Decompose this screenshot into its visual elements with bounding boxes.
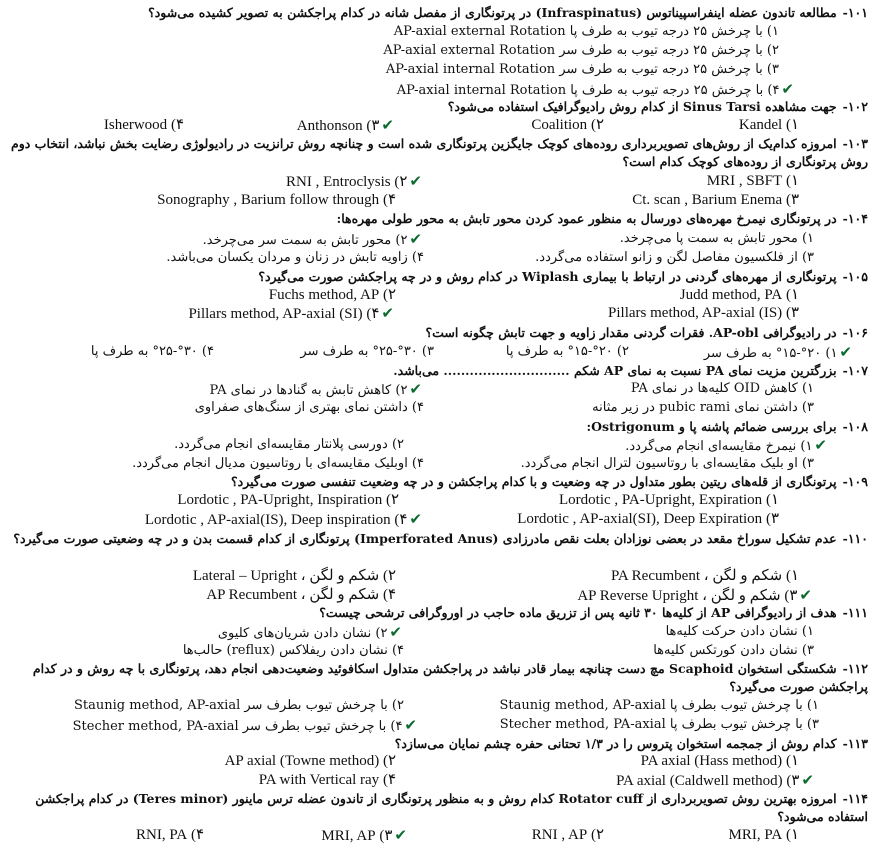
question-number: ۱۰۵- xyxy=(842,269,868,284)
option-107-1[interactable]: ۱) کاهش OID کلیه‌ها در نمای PA xyxy=(630,381,814,396)
question-text: امروزه کدام‌یک از روش‌های تصویربرداری روده‌های کوچک جایگزین پرتونگاری شده است و چنانچه روش ترانزیت در رادیولوژی رضایت بخش نباشد، انتخاب دوم روش پرتونگاری از روده‌های کوچک کدام است؟ xyxy=(10,136,868,169)
option-text: ۱) نیمرخ مقایسه‌ای انجام می‌گردد. xyxy=(625,439,813,454)
option-text: ۴) Pillars method, AP-axial (SI) xyxy=(188,306,380,322)
question-107 xyxy=(8,362,868,380)
question-108 xyxy=(8,418,868,436)
option-101-3[interactable]: ۳) با چرخش ۲۵ درجه تیوب به طرف سر AP-axial internal Rotation xyxy=(385,62,779,77)
option-text: ۳) Anthonson xyxy=(296,118,380,134)
option-106-4[interactable]: ۴) °۳۰-°۲۵ به طرف پا xyxy=(90,344,214,359)
correct-check-icon: ✔ xyxy=(409,230,422,248)
option-113-3[interactable] xyxy=(616,771,816,790)
option-114-1[interactable]: ۱) MRI, PA xyxy=(728,827,799,843)
option-110-1[interactable]: ۱) شکم و لگن ، PA Recumbent xyxy=(610,568,799,584)
option-108-1[interactable] xyxy=(625,436,829,456)
option-text: ۴) با چرخش تیوب بطرف سر Stecher method, PA-axial xyxy=(72,719,403,734)
option-text: ۴) Lordotic , AP-axial(IS), Deep inspiration xyxy=(144,512,408,528)
option-103-1[interactable]: ۱) MRI , SBFT xyxy=(706,173,799,189)
correct-check-icon: ✔ xyxy=(409,380,422,398)
correct-check-icon: ✔ xyxy=(394,826,407,843)
option-104-4[interactable]: ۴) زاویه تابش در زنان و مردان یکسان می‌باشد. xyxy=(166,250,424,265)
question-105 xyxy=(8,268,868,286)
option-102-2[interactable]: ۲) Coalition xyxy=(531,117,604,133)
option-text: ۲) کاهش تابش به گنادها در نمای PA xyxy=(209,383,408,398)
option-112-3[interactable]: ۳) با چرخش تیوب بطرف پا Stecher method, PA-axial xyxy=(499,717,819,732)
option-text: ۱) °۲۰-°۱۵ به طرف سر xyxy=(703,346,838,361)
question-text: عدم تشکیل سوراخ مقعد در بعضی نوزادان بعلت نقص مادرزادی (Imperforated Anus) پرتونگاری از کدام قسمت بدن و در چه وضعیتی صورت می‌گیرد؟ xyxy=(13,531,837,546)
question-text: کدام روش از جمجمه استخوان پتروس را در ۱/۳ تحتانی حفره چشم نمایان می‌سازد؟ xyxy=(394,736,837,751)
question-113 xyxy=(8,735,868,753)
correct-check-icon: ✔ xyxy=(381,304,394,322)
correct-check-icon: ✔ xyxy=(409,172,422,190)
question-101 xyxy=(8,4,868,22)
option-105-3[interactable]: ۳) Pillars method, AP-axial (IS) xyxy=(608,305,799,321)
question-104 xyxy=(8,210,868,228)
question-text: پرتونگاری از قله‌های ریتین بطور متداول در چه وضعیت و با کدام پراجکشن و در چه وضعیت تنفسی صورت می‌گیرد؟ xyxy=(231,474,837,489)
question-number: ۱۱۴- xyxy=(842,791,868,806)
option-113-2[interactable]: ۲) AP axial (Towne method) xyxy=(224,753,396,769)
option-111-2[interactable] xyxy=(218,623,404,643)
question-text: بزرگترین مزیت نمای PA نسبت به نمای AP شکم ............................. می‌باشد. xyxy=(393,363,837,378)
question-number: ۱۰۸- xyxy=(842,419,868,434)
question-number: ۱۱۰- xyxy=(842,531,868,546)
question-text: هدف از رادیوگرافی AP از کلیه‌ها ۳۰ ثانیه پس از تزریق ماده حاجب در اوروگرافی ترشحی چیست؟ xyxy=(319,605,837,620)
option-111-4[interactable]: ۴) نشان دادن ریفلاکس (reflux) حالب‌ها xyxy=(182,643,404,658)
option-111-3[interactable]: ۳) نشان دادن کورتکس کلیه‌ها xyxy=(653,643,814,658)
question-109 xyxy=(8,473,868,491)
option-107-2[interactable] xyxy=(210,380,424,400)
question-number: ۱۰۶- xyxy=(842,325,868,340)
question-number: ۱۱۱- xyxy=(842,605,868,620)
question-text: در پرتونگاری نیمرخ مهره‌های دورسال به منظور عمود کردن محور تابش به محور طولی مهره‌ها: xyxy=(336,211,837,226)
option-104-1[interactable]: ۱) محور تابش به سمت پا می‌چرخد. xyxy=(619,231,814,246)
question-text: برای بررسی ضمائم پاشنه پا و Ostrigonum: xyxy=(586,419,837,434)
option-112-1[interactable]: ۱) با چرخش تیوب بطرف پا Staunig method, AP-axial xyxy=(499,698,819,713)
option-text: ۲) محور تابش به سمت سر می‌چرخد. xyxy=(202,233,408,248)
question-number: ۱۰۱- xyxy=(842,5,868,20)
option-114-4[interactable]: ۴) RNI, PA xyxy=(136,827,204,843)
option-text: ۲) RNI , Entroclysis xyxy=(286,174,408,190)
option-104-2[interactable] xyxy=(203,230,424,250)
option-114-2[interactable]: ۲) RNI , AP xyxy=(531,827,604,843)
question-text: جهت مشاهده Sinus Tarsi از کدام روش رادیوگرافیک استفاده می‌شود؟ xyxy=(447,99,837,114)
option-109-3[interactable]: ۳) Lordotic , AP-axial(SI), Deep Expiration xyxy=(517,511,779,527)
option-109-2[interactable]: ۲) Lordotic , PA-Upright, Inspiration xyxy=(177,492,399,508)
option-108-4[interactable]: ۴) اوبلیک مقایسه‌ای با روتاسیون مدیال انجام می‌گردد. xyxy=(132,456,424,471)
option-109-4[interactable] xyxy=(145,510,424,529)
option-110-2[interactable]: ۲) شکم و لگن ، Lateral – Upright xyxy=(192,568,396,584)
option-112-2[interactable]: ۲) با چرخش تیوب بطرف سر Staunig method, AP-axial xyxy=(74,698,404,713)
option-text: ۳) شکم و لگن ، AP Reverse Upright xyxy=(577,588,798,604)
option-103-3[interactable]: ۳) Ct. scan , Barium Enema xyxy=(632,192,799,208)
question-111 xyxy=(8,604,868,622)
question-text: پرتونگاری از مهره‌های گردنی در ارتباط با بیماری Wiplash در کدام روش و در چه پراجکشن صورت می‌گیرد؟ xyxy=(258,269,837,284)
question-number: ۱۰۳- xyxy=(842,136,868,151)
option-text: ۴) با چرخش ۲۵ درجه تیوب به طرف پا AP-axial internal Rotation xyxy=(396,83,780,98)
option-text: ۲) نشان دادن شریان‌های کلیوی xyxy=(217,626,388,641)
option-107-4[interactable]: ۴) داشتن نمای بهتری از سنگ‌های صفراوی xyxy=(194,400,424,415)
question-112 xyxy=(8,660,868,696)
correct-check-icon: ✔ xyxy=(404,716,417,734)
option-109-1[interactable]: ۱) Lordotic , PA-Upright, Expiration xyxy=(559,492,779,508)
question-number: ۱۱۳- xyxy=(842,736,868,751)
question-114 xyxy=(8,790,868,826)
option-106-1[interactable] xyxy=(704,343,854,363)
option-110-3[interactable] xyxy=(577,586,814,605)
option-102-1[interactable]: ۱) Kandel xyxy=(738,117,799,133)
correct-check-icon: ✔ xyxy=(781,80,794,98)
option-110-4[interactable]: ۴) شکم و لگن ، AP Recumbent xyxy=(206,587,396,603)
question-number: ۱۰۴- xyxy=(842,211,868,226)
question-106 xyxy=(8,324,868,342)
option-107-3[interactable]: ۳) داشتن نمای pubic rami در زیر مثانه xyxy=(592,400,814,415)
option-105-1[interactable]: ۱) Judd method, PA xyxy=(679,287,799,303)
option-101-4[interactable] xyxy=(397,80,796,100)
option-108-2[interactable]: ۲) دورسی پلانتار مقایسه‌ای انجام می‌گردد. xyxy=(174,437,404,452)
option-text: ۳) MRI, AP xyxy=(321,828,393,843)
correct-check-icon: ✔ xyxy=(799,586,812,604)
option-106-3[interactable]: ۳) °۳۰-°۲۵ به طرف سر xyxy=(300,344,434,359)
option-103-2[interactable] xyxy=(286,172,424,191)
option-104-3[interactable]: ۳) از فلکسیون مفاصل لگن و زانو استفاده می‌گردد. xyxy=(535,250,814,265)
option-102-4[interactable]: ۴) Isherwood xyxy=(103,117,184,133)
question-text: مطالعه تاندون عضله اینفراسپیناتوس (Infraspinatus) در پرتونگاری از مفصل شانه در کدام پراجکشن به تصویر کشیده می‌شود؟ xyxy=(148,5,837,20)
option-113-4[interactable]: ۴) PA with Vertical ray xyxy=(258,772,396,788)
option-102-3[interactable] xyxy=(297,116,396,135)
correct-check-icon: ✔ xyxy=(409,510,422,528)
option-101-1[interactable]: ۱) با چرخش ۲۵ درجه تیوب به طرف پا AP-axial external Rotation xyxy=(393,24,779,39)
option-text: ۳) PA axial (Caldwell method) xyxy=(616,773,800,789)
option-111-1[interactable]: ۱) نشان دادن حرکت کلیه‌ها xyxy=(665,624,814,639)
question-103 xyxy=(8,135,868,171)
correct-check-icon: ✔ xyxy=(814,436,827,454)
question-number: ۱۰۹- xyxy=(842,474,868,489)
question-number: ۱۰۲- xyxy=(842,99,868,114)
option-106-2[interactable]: ۲) °۲۰-°۱۵ به طرف پا xyxy=(505,344,629,359)
question-110 xyxy=(8,530,868,566)
question-text: شکستگی استخوان Scaphoid مچ دست چنانچه بیمار قادر نباشد در پراجکشن متداول اسکافوئید وضعیت‌دهی انجام دهد، پرتونگاری با چه روش و در کدام پراجکشن صورت می‌گیرد؟ xyxy=(32,661,868,694)
question-text: امروزه بهترین روش تصویربرداری از Rotator cuff کدام روش و به منظور پرتونگاری از تاندون عضله ترس ماینور (Teres minor) در کدام پراجکشن استفاده می‌شود؟ xyxy=(35,791,868,824)
question-number: ۱۰۷- xyxy=(842,363,868,378)
option-108-3[interactable]: ۳) او بلیک مقایسه‌ای با روتاسیون لترال انجام می‌گردد. xyxy=(520,456,814,471)
question-number: ۱۱۲- xyxy=(842,661,868,676)
option-105-2[interactable]: ۲) Fuchs method, AP xyxy=(268,287,396,303)
correct-check-icon: ✔ xyxy=(801,771,814,789)
correct-check-icon: ✔ xyxy=(389,623,402,641)
option-113-1[interactable]: ۱) PA axial (Hass method) xyxy=(640,753,799,769)
option-103-4[interactable]: ۴) Sonography , Barium follow through xyxy=(157,192,396,208)
option-101-2[interactable]: ۲) با چرخش ۲۵ درجه تیوب به طرف سر AP-axial external Rotation xyxy=(383,43,779,58)
correct-check-icon: ✔ xyxy=(839,343,852,361)
correct-check-icon: ✔ xyxy=(381,116,394,134)
option-105-4[interactable] xyxy=(188,304,396,323)
question-text: در رادیوگرافی AP-obl. فقرات گردنی مقدار زاویه و جهت تابش چگونه است؟ xyxy=(425,325,837,340)
option-112-4[interactable] xyxy=(73,716,419,736)
option-114-3[interactable] xyxy=(321,826,409,843)
question-102 xyxy=(8,98,868,116)
